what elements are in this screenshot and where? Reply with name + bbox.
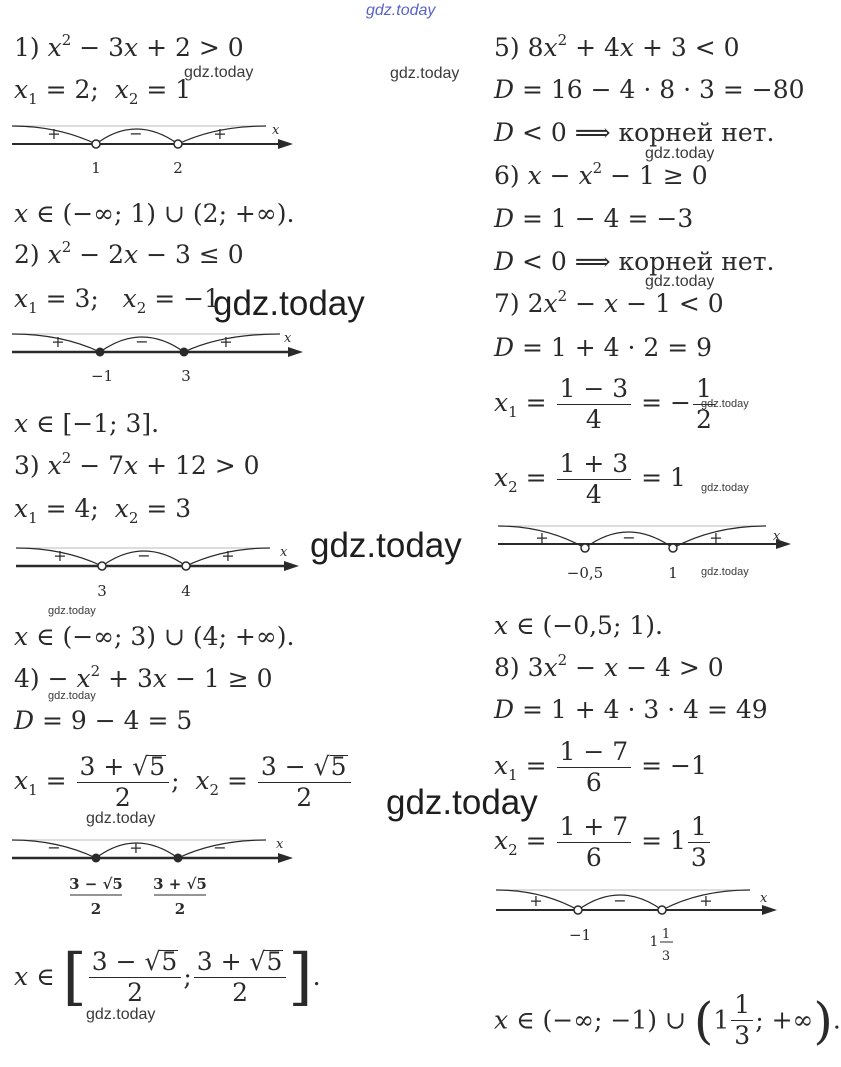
tick-label-denominator: 3: [661, 949, 671, 964]
svg-text:x: x: [284, 331, 292, 346]
watermark-large: gdz.today: [310, 526, 462, 565]
tick-label-numerator: 3 + √5: [153, 875, 207, 893]
watermark: gdz.today: [86, 1006, 156, 1023]
watermark: gdz.today: [645, 145, 715, 162]
sign-label: +: [221, 546, 235, 565]
problem-1-inequality: 1) $x^2 - 3x + 2 > 0$: [14, 31, 244, 62]
svg-text:x: x: [280, 545, 288, 560]
tick-label: 2: [173, 159, 183, 177]
problem-7-root-2: $x_2$ = $\frac{1 + 3}{4}$ = 1: [494, 449, 686, 509]
sign-label: +: [213, 124, 227, 143]
sign-label: −: [613, 891, 627, 910]
problem-8-root-1: $x_1$ = $\frac{1 - 7}{6}$ = −1: [494, 737, 707, 797]
tick-label: 1: [91, 159, 101, 177]
watermark: gdz.today: [86, 810, 156, 827]
sign-label: +: [535, 528, 549, 547]
problem-4-answer: x ∈ [ $\frac{3 - √5}{2}$ ; $\frac{3 + √5}{2}$ ].: [14, 940, 321, 1013]
watermark-large: gdz.today: [213, 284, 365, 323]
watermark: gdz.today: [184, 64, 254, 81]
watermark: gdz.today: [390, 65, 460, 82]
problem-2-inequality: 2) $x^2 - 2x - 3 \le 0$: [14, 238, 244, 269]
problem-1-roots: $x_1 = 2$; $x_2 = 1$: [14, 75, 192, 108]
number-line-2: [10, 326, 310, 388]
tick-label: −1: [90, 367, 114, 385]
watermark: gdz.today: [701, 482, 749, 494]
problem-7-answer: x ∈ (−0,5; 1).: [494, 611, 663, 640]
watermark: gdz.today: [645, 273, 715, 290]
tick-label-numerator: 1: [661, 927, 671, 942]
problem-6-conclusion: D < 0 ⟹ корней нет.: [494, 247, 775, 276]
sign-label: +: [47, 124, 61, 143]
number-line-4: [10, 832, 300, 927]
problem-8-root-2: $x_2$ = $\frac{1 + 7}{6}$ = 1 $\frac{1}{3}$: [494, 812, 712, 873]
tick-label: 3: [97, 582, 107, 600]
svg-text:x: x: [773, 529, 781, 544]
sign-label: −: [213, 838, 227, 857]
watermark: gdz.today: [701, 398, 749, 410]
svg-text:x: x: [272, 123, 280, 138]
problem-5-conclusion: D < 0 ⟹ корней нет.: [494, 118, 775, 147]
sign-label: −: [137, 546, 151, 565]
problem-7-discriminant: D = 1 + 4 · 2 = 9: [494, 333, 713, 362]
sign-label: +: [219, 332, 233, 351]
watermark: gdz.today: [701, 566, 749, 578]
number-line-8: [494, 880, 794, 972]
sign-label: −: [129, 124, 143, 143]
tick-label-numerator: 3 − √5: [69, 875, 123, 893]
watermark-top: gdz.today: [366, 2, 436, 19]
problem-4-inequality: $4) - x^2 + 3x - 1 \ge 0$: [14, 662, 273, 693]
problem-7-inequality: 7) $2x^2 - x - 1 < 0$: [494, 287, 724, 318]
tick-label-whole: 1: [649, 934, 659, 950]
sign-label: +: [709, 528, 723, 547]
problem-5-discriminant: D = 16 − 4 · 8 · 3 = −80: [494, 75, 805, 104]
problem-6-inequality: 6) $x - x^2 - 1 \ge 0$: [494, 159, 708, 190]
problem-4-discriminant: D = 9 − 4 = 5: [14, 706, 193, 735]
number-line-1: [10, 118, 300, 180]
tick-label-denominator: 2: [174, 900, 186, 918]
sign-label: +: [529, 891, 543, 910]
problem-2-roots: $x_1 = 3$; $x_2 = -1$: [14, 284, 221, 317]
sign-label: +: [51, 332, 65, 351]
sign-label: +: [53, 546, 67, 565]
problem-5-inequality: 5) $8x^2 + 4x + 3 < 0$: [494, 31, 740, 62]
tick-label: 3: [181, 367, 191, 385]
problem-8-answer: x ∈ (−∞; −1) ∪ (1 $\frac{1}{3}$ ; +∞).: [494, 990, 841, 1050]
problem-6-discriminant: D = 1 − 4 = −3: [494, 204, 694, 233]
sign-label: +: [129, 838, 143, 857]
tick-label: 4: [181, 582, 191, 600]
problem-4-roots: $x_1$ = $\frac{3 + √5}{2}$ ; $x_2$ = $\frac{3 - √5}{2}$: [14, 752, 353, 813]
problem-3-answer: x ∈ (−∞; 3) ∪ (4; +∞).: [14, 622, 295, 651]
watermark-large: gdz.today: [386, 783, 538, 822]
problem-8-discriminant: D = 1 + 4 · 3 · 4 = 49: [494, 695, 768, 724]
problem-8-inequality: 8) $3x^2 - x - 4 > 0$: [494, 651, 724, 682]
number-line-3: [14, 540, 304, 602]
sign-label: −: [622, 528, 636, 547]
tick-label-denominator: 2: [90, 900, 102, 918]
watermark: gdz.today: [48, 605, 96, 617]
tick-label: 1: [668, 564, 678, 582]
problem-3-inequality: 3) $x^2 - 7x + 12 > 0$: [14, 449, 260, 480]
svg-text:x: x: [276, 837, 284, 852]
watermark: gdz.today: [48, 690, 96, 702]
sign-label: −: [47, 838, 61, 857]
problem-1-answer: x ∈ (−∞; 1) ∪ (2; +∞).: [14, 199, 295, 228]
problem-2-answer: x ∈ [−1; 3].: [14, 409, 160, 438]
problem-3-roots: $x_1 = 4$; $x_2 = 3$: [14, 494, 192, 527]
tick-label: −1: [568, 926, 592, 944]
number-line-7: [496, 518, 796, 582]
tick-label: −0,5: [566, 564, 604, 582]
svg-text:x: x: [760, 891, 768, 906]
problem-7-root-1: $x_1$ = $\frac{1 - 3}{4}$ = − $\frac{1}{2}$: [494, 374, 717, 435]
sign-label: −: [135, 332, 149, 351]
sign-label: +: [699, 891, 713, 910]
